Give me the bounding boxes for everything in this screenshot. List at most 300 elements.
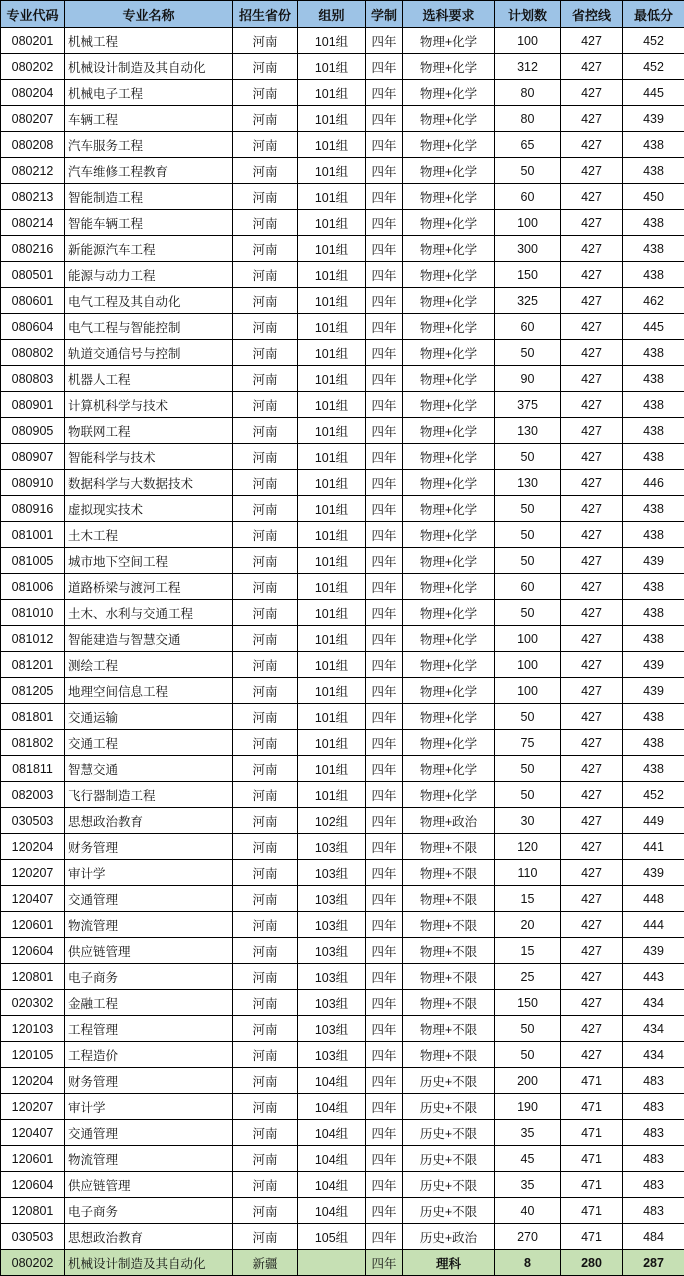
cell-subjects: 物理+化学 bbox=[403, 652, 495, 678]
cell-group: 104组 bbox=[298, 1198, 366, 1224]
cell-name: 供应链管理 bbox=[65, 938, 233, 964]
cell-group: 101组 bbox=[298, 366, 366, 392]
cell-plan: 50 bbox=[495, 782, 561, 808]
cell-plan: 200 bbox=[495, 1068, 561, 1094]
cell-province: 河南 bbox=[233, 1224, 298, 1250]
cell-code: 120207 bbox=[1, 1094, 65, 1120]
cell-name: 轨道交通信号与控制 bbox=[65, 340, 233, 366]
cell-control-line: 427 bbox=[561, 964, 623, 990]
cell-subjects: 物理+不限 bbox=[403, 990, 495, 1016]
cell-subjects: 物理+不限 bbox=[403, 964, 495, 990]
table-row bbox=[1, 314, 684, 340]
cell-control-line: 427 bbox=[561, 28, 623, 54]
cell-code: 080213 bbox=[1, 184, 65, 210]
cell-plan: 325 bbox=[495, 288, 561, 314]
cell-code: 120207 bbox=[1, 860, 65, 886]
cell-duration: 四年 bbox=[366, 236, 403, 262]
cell-province: 河南 bbox=[233, 808, 298, 834]
table-row bbox=[1, 28, 684, 54]
cell-subjects: 物理+化学 bbox=[403, 418, 495, 444]
cell-subjects: 物理+化学 bbox=[403, 340, 495, 366]
cell-control-line: 427 bbox=[561, 132, 623, 158]
cell-group: 104组 bbox=[298, 1172, 366, 1198]
cell-control-line: 427 bbox=[561, 236, 623, 262]
cell-plan: 100 bbox=[495, 678, 561, 704]
cell-subjects: 物理+政治 bbox=[403, 808, 495, 834]
cell-subjects: 物理+不限 bbox=[403, 938, 495, 964]
cell-plan: 100 bbox=[495, 626, 561, 652]
cell-min-score: 438 bbox=[623, 496, 684, 522]
cell-duration: 四年 bbox=[366, 808, 403, 834]
cell-group: 103组 bbox=[298, 1042, 366, 1068]
cell-province: 河南 bbox=[233, 678, 298, 704]
cell-province: 河南 bbox=[233, 1016, 298, 1042]
header-group: 组别 bbox=[298, 1, 366, 28]
cell-plan: 50 bbox=[495, 548, 561, 574]
table-row bbox=[1, 990, 684, 1016]
cell-min-score: 441 bbox=[623, 834, 684, 860]
cell-min-score: 438 bbox=[623, 392, 684, 418]
cell-control-line: 427 bbox=[561, 184, 623, 210]
cell-province: 河南 bbox=[233, 990, 298, 1016]
cell-group: 101组 bbox=[298, 470, 366, 496]
cell-plan: 150 bbox=[495, 262, 561, 288]
cell-code: 081801 bbox=[1, 704, 65, 730]
cell-province: 河南 bbox=[233, 1172, 298, 1198]
cell-min-score: 438 bbox=[623, 340, 684, 366]
cell-control-line: 427 bbox=[561, 1016, 623, 1042]
cell-duration: 四年 bbox=[366, 444, 403, 470]
cell-code: 080208 bbox=[1, 132, 65, 158]
cell-control-line: 427 bbox=[561, 314, 623, 340]
cell-province: 河南 bbox=[233, 574, 298, 600]
cell-subjects: 历史+不限 bbox=[403, 1094, 495, 1120]
cell-group: 101组 bbox=[298, 236, 366, 262]
cell-min-score: 438 bbox=[623, 574, 684, 600]
cell-province: 河南 bbox=[233, 756, 298, 782]
cell-code: 081802 bbox=[1, 730, 65, 756]
cell-code: 120801 bbox=[1, 1198, 65, 1224]
table-row bbox=[1, 1224, 684, 1250]
cell-code: 081005 bbox=[1, 548, 65, 574]
cell-group: 104组 bbox=[298, 1146, 366, 1172]
cell-name: 车辆工程 bbox=[65, 106, 233, 132]
cell-duration: 四年 bbox=[366, 1120, 403, 1146]
cell-duration: 四年 bbox=[366, 626, 403, 652]
cell-control-line: 427 bbox=[561, 938, 623, 964]
cell-code: 080802 bbox=[1, 340, 65, 366]
cell-group: 103组 bbox=[298, 860, 366, 886]
cell-duration: 四年 bbox=[366, 496, 403, 522]
cell-duration: 四年 bbox=[366, 314, 403, 340]
cell-min-score: 439 bbox=[623, 548, 684, 574]
cell-group: 102组 bbox=[298, 808, 366, 834]
cell-min-score: 438 bbox=[623, 262, 684, 288]
cell-min-score: 452 bbox=[623, 782, 684, 808]
cell-duration: 四年 bbox=[366, 730, 403, 756]
cell-code: 081201 bbox=[1, 652, 65, 678]
cell-duration: 四年 bbox=[366, 600, 403, 626]
table-row bbox=[1, 444, 684, 470]
cell-name: 电子商务 bbox=[65, 964, 233, 990]
cell-group: 104组 bbox=[298, 1120, 366, 1146]
cell-control-line: 471 bbox=[561, 1120, 623, 1146]
cell-province: 河南 bbox=[233, 106, 298, 132]
table-row bbox=[1, 1120, 684, 1146]
cell-plan: 60 bbox=[495, 314, 561, 340]
table-row bbox=[1, 678, 684, 704]
cell-min-score: 462 bbox=[623, 288, 684, 314]
cell-code: 080201 bbox=[1, 28, 65, 54]
cell-code: 030503 bbox=[1, 1224, 65, 1250]
cell-min-score: 445 bbox=[623, 314, 684, 340]
table-row bbox=[1, 600, 684, 626]
table-row bbox=[1, 886, 684, 912]
cell-code: 080212 bbox=[1, 158, 65, 184]
cell-duration: 四年 bbox=[366, 1042, 403, 1068]
cell-plan: 100 bbox=[495, 210, 561, 236]
cell-code: 080202 bbox=[1, 54, 65, 80]
cell-min-score: 483 bbox=[623, 1198, 684, 1224]
cell-code: 020302 bbox=[1, 990, 65, 1016]
cell-plan: 130 bbox=[495, 470, 561, 496]
cell-province: 河南 bbox=[233, 80, 298, 106]
cell-control-line: 427 bbox=[561, 834, 623, 860]
cell-group: 101组 bbox=[298, 340, 366, 366]
cell-name: 工程造价 bbox=[65, 1042, 233, 1068]
cell-province: 河南 bbox=[233, 236, 298, 262]
cell-subjects: 历史+不限 bbox=[403, 1068, 495, 1094]
cell-province: 河南 bbox=[233, 1042, 298, 1068]
cell-name: 汽车服务工程 bbox=[65, 132, 233, 158]
cell-name: 思想政治教育 bbox=[65, 808, 233, 834]
header-plan: 计划数 bbox=[495, 1, 561, 28]
cell-min-score: 438 bbox=[623, 132, 684, 158]
cell-province: 河南 bbox=[233, 1094, 298, 1120]
table-row bbox=[1, 756, 684, 782]
cell-group: 101组 bbox=[298, 522, 366, 548]
cell-plan: 60 bbox=[495, 574, 561, 600]
cell-min-score: 438 bbox=[623, 756, 684, 782]
cell-code: 120204 bbox=[1, 834, 65, 860]
cell-group: 103组 bbox=[298, 938, 366, 964]
cell-plan: 50 bbox=[495, 1016, 561, 1042]
cell-province: 河南 bbox=[233, 392, 298, 418]
table-row bbox=[1, 574, 684, 600]
cell-province: 河南 bbox=[233, 1120, 298, 1146]
cell-name: 物流管理 bbox=[65, 1146, 233, 1172]
cell-plan: 50 bbox=[495, 704, 561, 730]
cell-province: 河南 bbox=[233, 496, 298, 522]
cell-code: 030503 bbox=[1, 808, 65, 834]
cell-group: 103组 bbox=[298, 964, 366, 990]
cell-subjects: 物理+化学 bbox=[403, 262, 495, 288]
cell-min-score: 434 bbox=[623, 990, 684, 1016]
cell-control-line: 427 bbox=[561, 704, 623, 730]
cell-control-line: 427 bbox=[561, 730, 623, 756]
cell-group: 101组 bbox=[298, 600, 366, 626]
cell-code: 120601 bbox=[1, 1146, 65, 1172]
cell-name: 数据科学与大数据技术 bbox=[65, 470, 233, 496]
cell-province: 河南 bbox=[233, 886, 298, 912]
cell-province: 河南 bbox=[233, 730, 298, 756]
cell-group: 104组 bbox=[298, 1068, 366, 1094]
cell-subjects: 物理+化学 bbox=[403, 600, 495, 626]
cell-min-score: 287 bbox=[623, 1250, 684, 1276]
cell-province: 河南 bbox=[233, 782, 298, 808]
cell-duration: 四年 bbox=[366, 1250, 403, 1276]
cell-group: 101组 bbox=[298, 756, 366, 782]
cell-province: 河南 bbox=[233, 262, 298, 288]
cell-name: 交通运输 bbox=[65, 704, 233, 730]
cell-subjects: 物理+不限 bbox=[403, 886, 495, 912]
table-row bbox=[1, 860, 684, 886]
cell-control-line: 427 bbox=[561, 600, 623, 626]
cell-min-score: 434 bbox=[623, 1042, 684, 1068]
cell-code: 080214 bbox=[1, 210, 65, 236]
cell-plan: 8 bbox=[495, 1250, 561, 1276]
cell-plan: 80 bbox=[495, 106, 561, 132]
cell-name: 金融工程 bbox=[65, 990, 233, 1016]
cell-plan: 15 bbox=[495, 938, 561, 964]
cell-plan: 270 bbox=[495, 1224, 561, 1250]
cell-province: 新疆 bbox=[233, 1250, 298, 1276]
cell-duration: 四年 bbox=[366, 80, 403, 106]
table-row bbox=[1, 1146, 684, 1172]
table-row bbox=[1, 1198, 684, 1224]
cell-min-score: 483 bbox=[623, 1120, 684, 1146]
cell-min-score: 439 bbox=[623, 652, 684, 678]
table-row bbox=[1, 704, 684, 730]
table-row bbox=[1, 808, 684, 834]
cell-plan: 375 bbox=[495, 392, 561, 418]
cell-group: 101组 bbox=[298, 210, 366, 236]
cell-group: 101组 bbox=[298, 652, 366, 678]
cell-plan: 30 bbox=[495, 808, 561, 834]
cell-subjects: 历史+不限 bbox=[403, 1172, 495, 1198]
cell-code: 080501 bbox=[1, 262, 65, 288]
cell-name: 财务管理 bbox=[65, 834, 233, 860]
cell-province: 河南 bbox=[233, 184, 298, 210]
cell-subjects: 历史+政治 bbox=[403, 1224, 495, 1250]
cell-name: 道路桥梁与渡河工程 bbox=[65, 574, 233, 600]
cell-control-line: 427 bbox=[561, 886, 623, 912]
cell-duration: 四年 bbox=[366, 704, 403, 730]
cell-group: 101组 bbox=[298, 158, 366, 184]
cell-duration: 四年 bbox=[366, 912, 403, 938]
cell-province: 河南 bbox=[233, 288, 298, 314]
cell-duration: 四年 bbox=[366, 340, 403, 366]
cell-min-score: 444 bbox=[623, 912, 684, 938]
cell-province: 河南 bbox=[233, 704, 298, 730]
cell-code: 080601 bbox=[1, 288, 65, 314]
cell-min-score: 483 bbox=[623, 1068, 684, 1094]
cell-duration: 四年 bbox=[366, 470, 403, 496]
cell-duration: 四年 bbox=[366, 1094, 403, 1120]
cell-duration: 四年 bbox=[366, 54, 403, 80]
cell-plan: 120 bbox=[495, 834, 561, 860]
cell-min-score: 438 bbox=[623, 522, 684, 548]
cell-duration: 四年 bbox=[366, 366, 403, 392]
cell-min-score: 443 bbox=[623, 964, 684, 990]
cell-province: 河南 bbox=[233, 470, 298, 496]
table-row bbox=[1, 392, 684, 418]
cell-name: 电气工程与智能控制 bbox=[65, 314, 233, 340]
cell-name: 审计学 bbox=[65, 1094, 233, 1120]
header-min-score: 最低分 bbox=[623, 1, 684, 28]
cell-name: 城市地下空间工程 bbox=[65, 548, 233, 574]
cell-control-line: 427 bbox=[561, 808, 623, 834]
cell-subjects: 物理+化学 bbox=[403, 236, 495, 262]
table-row bbox=[1, 366, 684, 392]
cell-control-line: 427 bbox=[561, 444, 623, 470]
cell-name: 电气工程及其自动化 bbox=[65, 288, 233, 314]
cell-group: 101组 bbox=[298, 704, 366, 730]
cell-group: 101组 bbox=[298, 626, 366, 652]
cell-group: 103组 bbox=[298, 990, 366, 1016]
cell-duration: 四年 bbox=[366, 184, 403, 210]
cell-subjects: 物理+化学 bbox=[403, 782, 495, 808]
cell-group: 101组 bbox=[298, 28, 366, 54]
cell-duration: 四年 bbox=[366, 392, 403, 418]
cell-name: 交通管理 bbox=[65, 1120, 233, 1146]
cell-plan: 75 bbox=[495, 730, 561, 756]
cell-plan: 35 bbox=[495, 1172, 561, 1198]
cell-control-line: 280 bbox=[561, 1250, 623, 1276]
table-row bbox=[1, 340, 684, 366]
table-row bbox=[1, 184, 684, 210]
cell-min-score: 439 bbox=[623, 938, 684, 964]
cell-min-score: 439 bbox=[623, 106, 684, 132]
cell-name: 汽车维修工程教育 bbox=[65, 158, 233, 184]
cell-control-line: 427 bbox=[561, 158, 623, 184]
cell-name: 飞行器制造工程 bbox=[65, 782, 233, 808]
cell-plan: 50 bbox=[495, 1042, 561, 1068]
cell-province: 河南 bbox=[233, 860, 298, 886]
cell-name: 机器人工程 bbox=[65, 366, 233, 392]
cell-subjects: 历史+不限 bbox=[403, 1198, 495, 1224]
cell-province: 河南 bbox=[233, 28, 298, 54]
cell-code: 120204 bbox=[1, 1068, 65, 1094]
table-row bbox=[1, 1250, 684, 1276]
cell-min-score: 483 bbox=[623, 1094, 684, 1120]
cell-name: 机械电子工程 bbox=[65, 80, 233, 106]
cell-plan: 60 bbox=[495, 184, 561, 210]
cell-name: 智慧交通 bbox=[65, 756, 233, 782]
cell-name: 交通工程 bbox=[65, 730, 233, 756]
cell-duration: 四年 bbox=[366, 1016, 403, 1042]
cell-plan: 50 bbox=[495, 756, 561, 782]
cell-control-line: 427 bbox=[561, 496, 623, 522]
cell-plan: 190 bbox=[495, 1094, 561, 1120]
cell-name: 思想政治教育 bbox=[65, 1224, 233, 1250]
cell-code: 080216 bbox=[1, 236, 65, 262]
cell-min-score: 438 bbox=[623, 210, 684, 236]
cell-min-score: 450 bbox=[623, 184, 684, 210]
cell-duration: 四年 bbox=[366, 678, 403, 704]
cell-duration: 四年 bbox=[366, 782, 403, 808]
cell-min-score: 452 bbox=[623, 54, 684, 80]
cell-min-score: 438 bbox=[623, 366, 684, 392]
cell-group: 101组 bbox=[298, 782, 366, 808]
cell-plan: 110 bbox=[495, 860, 561, 886]
cell-duration: 四年 bbox=[366, 548, 403, 574]
table-row bbox=[1, 470, 684, 496]
cell-name: 计算机科学与技术 bbox=[65, 392, 233, 418]
cell-control-line: 471 bbox=[561, 1172, 623, 1198]
cell-group: 101组 bbox=[298, 392, 366, 418]
cell-province: 河南 bbox=[233, 600, 298, 626]
table-row bbox=[1, 1042, 684, 1068]
cell-min-score: 438 bbox=[623, 158, 684, 184]
cell-duration: 四年 bbox=[366, 522, 403, 548]
cell-group: 101组 bbox=[298, 730, 366, 756]
cell-name: 新能源汽车工程 bbox=[65, 236, 233, 262]
cell-code: 081001 bbox=[1, 522, 65, 548]
cell-duration: 四年 bbox=[366, 652, 403, 678]
cell-name: 财务管理 bbox=[65, 1068, 233, 1094]
cell-plan: 130 bbox=[495, 418, 561, 444]
cell-subjects: 物理+化学 bbox=[403, 106, 495, 132]
cell-code: 081811 bbox=[1, 756, 65, 782]
cell-control-line: 427 bbox=[561, 990, 623, 1016]
cell-code: 120801 bbox=[1, 964, 65, 990]
cell-subjects: 物理+化学 bbox=[403, 54, 495, 80]
cell-min-score: 446 bbox=[623, 470, 684, 496]
cell-subjects: 物理+化学 bbox=[403, 522, 495, 548]
cell-province: 河南 bbox=[233, 1198, 298, 1224]
cell-group: 103组 bbox=[298, 886, 366, 912]
cell-province: 河南 bbox=[233, 210, 298, 236]
cell-name: 审计学 bbox=[65, 860, 233, 886]
cell-duration: 四年 bbox=[366, 1146, 403, 1172]
cell-control-line: 427 bbox=[561, 860, 623, 886]
cell-province: 河南 bbox=[233, 964, 298, 990]
cell-subjects: 物理+化学 bbox=[403, 730, 495, 756]
cell-min-score: 438 bbox=[623, 600, 684, 626]
cell-group: 101组 bbox=[298, 262, 366, 288]
cell-plan: 20 bbox=[495, 912, 561, 938]
cell-name: 物流管理 bbox=[65, 912, 233, 938]
table-row bbox=[1, 54, 684, 80]
cell-name: 土木、水利与交通工程 bbox=[65, 600, 233, 626]
cell-plan: 150 bbox=[495, 990, 561, 1016]
cell-province: 河南 bbox=[233, 418, 298, 444]
cell-plan: 50 bbox=[495, 522, 561, 548]
cell-min-score: 438 bbox=[623, 730, 684, 756]
cell-duration: 四年 bbox=[366, 210, 403, 236]
cell-subjects: 物理+化学 bbox=[403, 704, 495, 730]
header-province: 招生省份 bbox=[233, 1, 298, 28]
table-row bbox=[1, 834, 684, 860]
cell-province: 河南 bbox=[233, 132, 298, 158]
cell-subjects: 物理+化学 bbox=[403, 132, 495, 158]
cell-min-score: 438 bbox=[623, 704, 684, 730]
cell-code: 080916 bbox=[1, 496, 65, 522]
cell-subjects: 物理+化学 bbox=[403, 626, 495, 652]
cell-subjects: 物理+化学 bbox=[403, 496, 495, 522]
cell-subjects: 物理+化学 bbox=[403, 548, 495, 574]
cell-plan: 35 bbox=[495, 1120, 561, 1146]
cell-plan: 45 bbox=[495, 1146, 561, 1172]
cell-province: 河南 bbox=[233, 158, 298, 184]
cell-code: 120407 bbox=[1, 886, 65, 912]
table-row bbox=[1, 132, 684, 158]
cell-group: 104组 bbox=[298, 1094, 366, 1120]
cell-province: 河南 bbox=[233, 548, 298, 574]
table-row bbox=[1, 652, 684, 678]
cell-duration: 四年 bbox=[366, 756, 403, 782]
